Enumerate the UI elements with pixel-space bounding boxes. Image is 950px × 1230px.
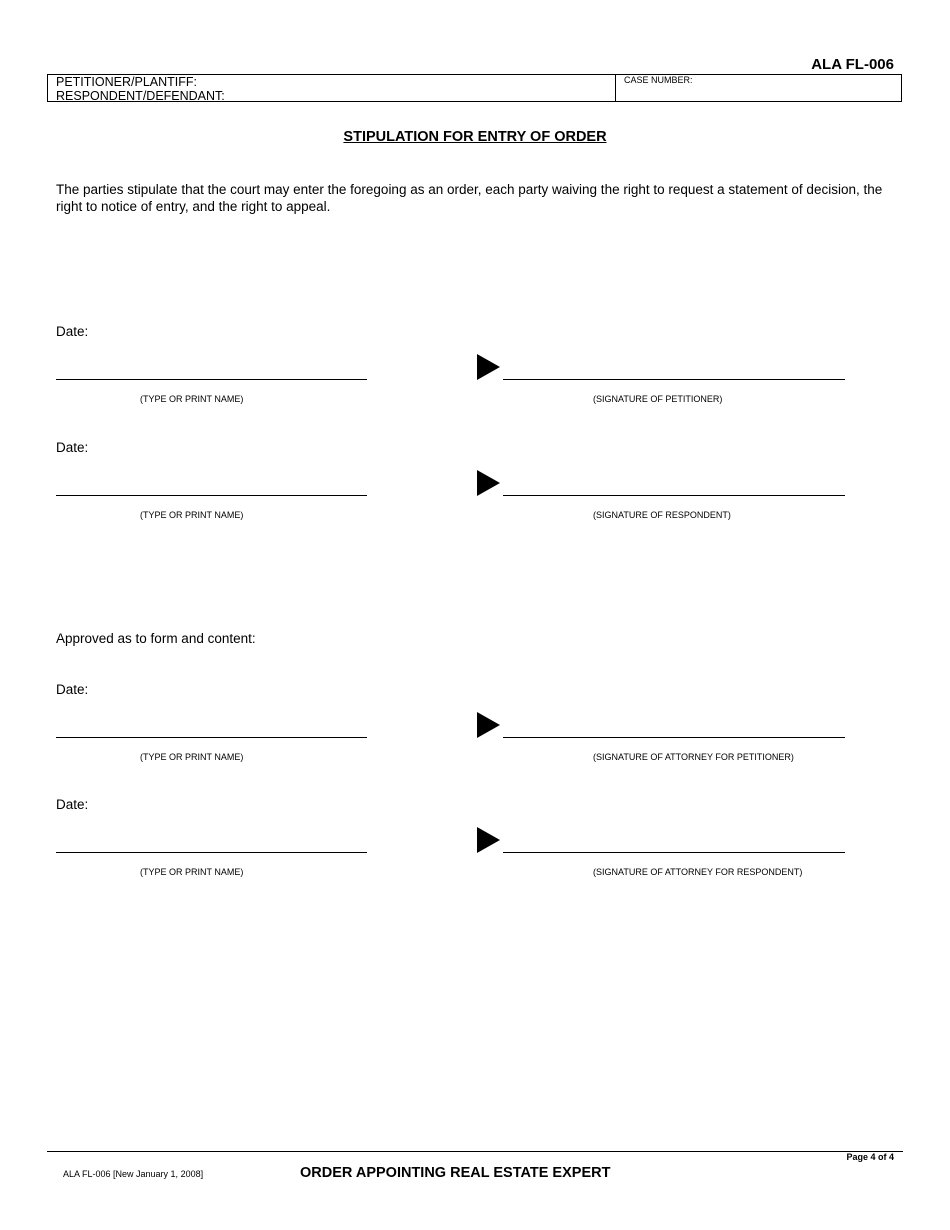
sign-here-arrow-icon: [477, 354, 500, 380]
date-label-attorney-petitioner: Date:: [56, 682, 89, 697]
name-line-petitioner[interactable]: [56, 379, 367, 380]
sign-here-arrow-icon: [477, 712, 500, 738]
sign-here-arrow-icon: [477, 827, 500, 853]
page-title: STIPULATION FOR ENTRY OF ORDER: [343, 129, 607, 145]
signature-caption-petitioner: (SIGNATURE OF PETITIONER): [593, 394, 723, 404]
petitioner-label: PETITIONER/PLANTIFF:: [56, 75, 197, 89]
name-caption-petitioner: (TYPE OR PRINT NAME): [140, 394, 244, 404]
party-caption: [56, 75, 225, 103]
signature-line-attorney-petitioner[interactable]: [503, 737, 845, 738]
page-number: Page 4 of 4: [846, 1152, 894, 1162]
date-label-petitioner: Date:: [56, 324, 89, 339]
approved-label: Approved as to form and content:: [56, 631, 256, 646]
date-label-attorney-respondent: Date:: [56, 797, 89, 812]
name-caption-attorney-respondent: (TYPE OR PRINT NAME): [140, 867, 244, 877]
signature-caption-respondent: (SIGNATURE OF RESPONDENT): [593, 510, 731, 520]
signature-line-attorney-respondent[interactable]: [503, 852, 845, 853]
case-number-field[interactable]: CASE NUMBER:: [624, 75, 693, 85]
footer-rule: [47, 1151, 903, 1152]
name-line-attorney-respondent[interactable]: [56, 852, 367, 853]
footer-form-revision: ALA FL-006 [New January 1, 2008]: [63, 1169, 204, 1179]
caption-divider: [615, 75, 616, 101]
case-caption-box: [47, 74, 902, 102]
signature-line-respondent[interactable]: [503, 495, 845, 496]
sign-here-arrow-icon: [477, 470, 500, 496]
name-line-respondent[interactable]: [56, 495, 367, 496]
signature-caption-attorney-petitioner: (SIGNATURE OF ATTORNEY FOR PETITIONER): [593, 752, 794, 762]
name-caption-attorney-petitioner: (TYPE OR PRINT NAME): [140, 752, 244, 762]
respondent-label: RESPONDENT/DEFENDANT:: [56, 89, 225, 103]
footer-title: ORDER APPOINTING REAL ESTATE EXPERT: [300, 1165, 611, 1181]
stipulation-text: The parties stipulate that the court may enter the foregoing as an order, each party waiving the right to request a statement of decision, the right to notice of entry, and the right to appeal.: [56, 182, 883, 214]
name-caption-respondent: (TYPE OR PRINT NAME): [140, 510, 244, 520]
signature-line-petitioner[interactable]: [503, 379, 845, 380]
signature-caption-attorney-respondent: (SIGNATURE OF ATTORNEY FOR RESPONDENT): [593, 867, 803, 877]
date-label-respondent: Date:: [56, 440, 89, 455]
form-id: ALA FL-006: [811, 56, 894, 73]
name-line-attorney-petitioner[interactable]: [56, 737, 367, 738]
